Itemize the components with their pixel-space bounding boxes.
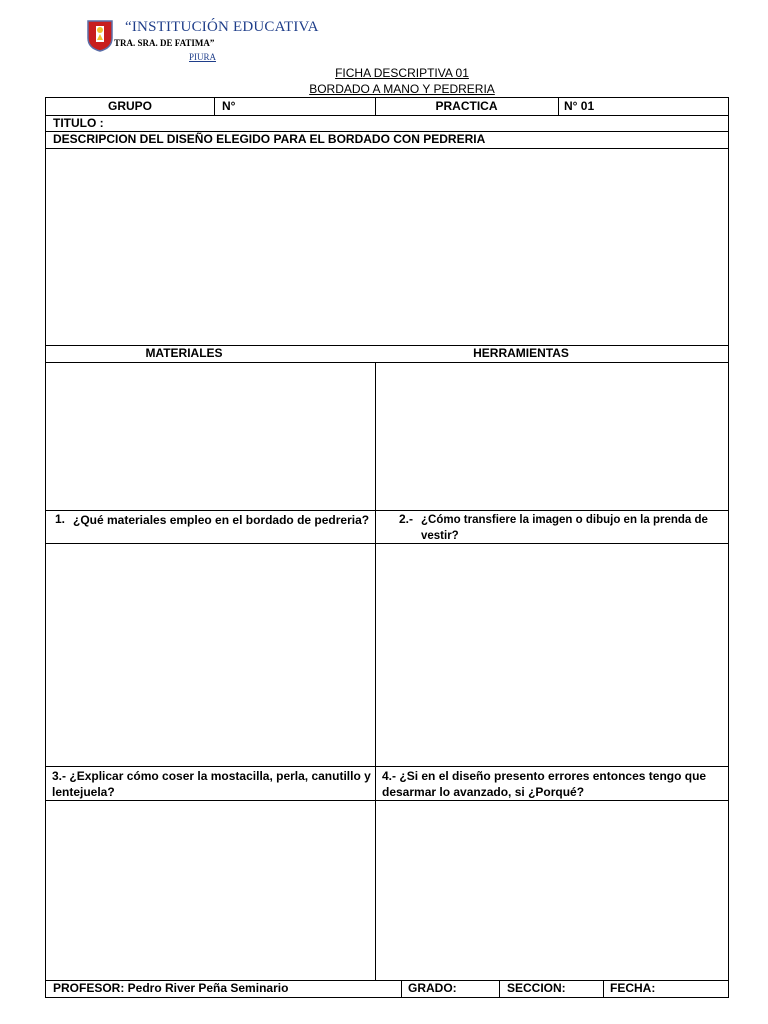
col-divider [401, 980, 402, 997]
row-divider [46, 510, 728, 511]
grado-label: GRADO: [408, 981, 457, 995]
materiales-field[interactable] [46, 363, 375, 510]
question-4-number: 4.- [382, 769, 397, 783]
row-divider [46, 115, 728, 116]
profesor-label: PROFESOR: Pedro River Peña Seminario [53, 981, 289, 995]
seccion-label: SECCION: [507, 981, 566, 995]
question-2-text: ¿Cómo transfiere la imagen o dibujo en la prenda de vestir? [421, 514, 708, 542]
practica-number: N° 01 [564, 99, 595, 113]
institution-subtitle: TRA. SRA. DE FATIMA” [114, 38, 215, 48]
question-2-number: 2.- [399, 512, 414, 526]
herramientas-field[interactable] [376, 363, 728, 510]
institution-city: PIURA [189, 52, 217, 62]
institution-title: “INSTITUCIÓN EDUCATIVA [125, 19, 319, 35]
titulo-label: TITULO : [53, 116, 104, 130]
herramientas-label: HERRAMIENTAS [473, 346, 569, 360]
answer-2-field[interactable] [376, 544, 728, 766]
answer-1-field[interactable] [46, 544, 375, 766]
descripcion-label: DESCRIPCION DEL DISEÑO ELEGIDO PARA EL BORDADO CON PEDRERIA [53, 132, 486, 146]
question-1-text: ¿Qué materiales empleo en el bordado de pedreria? [73, 513, 370, 527]
practica-label: PRACTICA [435, 99, 498, 113]
document-subtitle: BORDADO A MANO Y PEDRERIA [309, 82, 495, 96]
document-title: FICHA DESCRIPTIVA 01 [335, 66, 469, 80]
col-divider [603, 980, 604, 997]
question-3-text: ¿Explicar cómo coser la mostacilla, perla, canutillo y lentejuela? [52, 769, 371, 799]
question-4 [382, 768, 726, 800]
row-divider [46, 766, 728, 767]
school-crest-icon [87, 20, 113, 52]
col-divider [558, 98, 559, 115]
form-table [45, 97, 729, 998]
col-divider [214, 98, 215, 115]
question-3 [52, 768, 372, 800]
question-4-text: ¿Si en el diseño presento errores entonces tengo que desarmar lo avanzado, si ¿Porqué? [382, 769, 707, 799]
col-divider [499, 980, 500, 997]
materiales-label: MATERIALES [145, 346, 223, 360]
answer-4-field[interactable] [376, 801, 728, 980]
question-1-number: 1. [55, 512, 66, 526]
fecha-label: FECHA: [610, 981, 656, 995]
descripcion-field[interactable] [46, 149, 728, 345]
question-3-number: 3.- [52, 769, 67, 783]
numero-label: N° [222, 99, 236, 113]
grupo-label: GRUPO [107, 99, 152, 113]
answer-3-field[interactable] [46, 801, 375, 980]
